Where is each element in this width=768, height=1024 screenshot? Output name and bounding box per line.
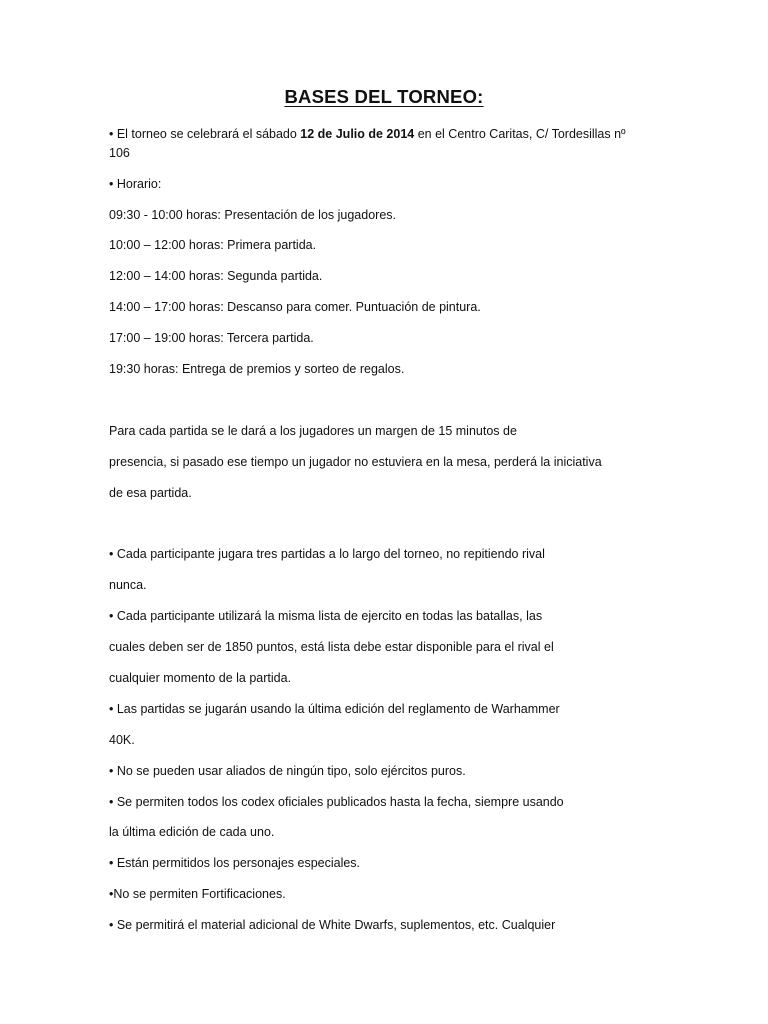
rule-line: cualquier momento de la partida. <box>109 671 292 685</box>
schedule-item: 09:30 - 10:00 horas: Presentación de los jugadores. <box>109 208 396 222</box>
venue-text-start: • El torneo se celebrará el sábado <box>109 127 301 141</box>
rule-line: la última edición de cada uno. <box>109 825 275 839</box>
tournament-date: 12 de Julio de 2014 <box>300 127 415 141</box>
schedule-item: 12:00 – 14:00 horas: Segunda partida. <box>109 269 323 283</box>
rule-line: • No se pueden usar aliados de ningún tipo, solo ejércitos puros. <box>109 764 466 778</box>
schedule-item: 10:00 – 12:00 horas: Primera partida. <box>109 238 317 252</box>
rule-line: • Están permitidos los personajes especiales. <box>109 856 361 870</box>
rule-line: • Se permiten todos los codex oficiales publicados hasta la fecha, siempre usando <box>109 795 564 809</box>
rule-line: •No se permiten Fortificaciones. <box>109 887 286 901</box>
rule-line: • Las partidas se jugarán usando la última edición del reglamento de Warhammer <box>109 702 560 716</box>
paragraph-line: Para cada partida se le dará a los jugadores un margen de 15 minutos de <box>109 424 517 438</box>
document-title: BASES DEL TORNEO: <box>284 86 484 107</box>
paragraph-line: presencia, si pasado ese tiempo un jugador no estuviera en la mesa, perderá la iniciativa <box>109 455 602 469</box>
rule-line: nunca. <box>109 578 147 592</box>
rule-line: cuales deben ser de 1850 puntos, está lista debe estar disponible para el rival el <box>109 640 554 654</box>
rule-line: 40K. <box>109 733 135 747</box>
schedule-item: 14:00 – 17:00 horas: Descanso para comer. Puntuación de pintura. <box>109 300 481 314</box>
rule-line: • Se permitirá el material adicional de White Dwarfs, suplementos, etc. Cualquier <box>109 918 556 932</box>
venue-text-end: en el Centro Caritas, C/ Tordesillas nº <box>414 127 626 141</box>
schedule-heading: • Horario: <box>109 177 162 191</box>
schedule-item: 19:30 horas: Entrega de premios y sorteo de regalos. <box>109 362 405 376</box>
paragraph-line: de esa partida. <box>109 486 192 500</box>
paragraph-line: 106 <box>109 146 130 160</box>
paragraph-line-venue <box>109 126 626 142</box>
rule-line: • Cada participante jugara tres partidas a lo largo del torneo, no repitiendo rival <box>109 547 545 561</box>
schedule-item: 17:00 – 19:00 horas: Tercera partida. <box>109 331 314 345</box>
rule-line: • Cada participante utilizará la misma lista de ejercito en todas las batallas, las <box>109 609 543 623</box>
